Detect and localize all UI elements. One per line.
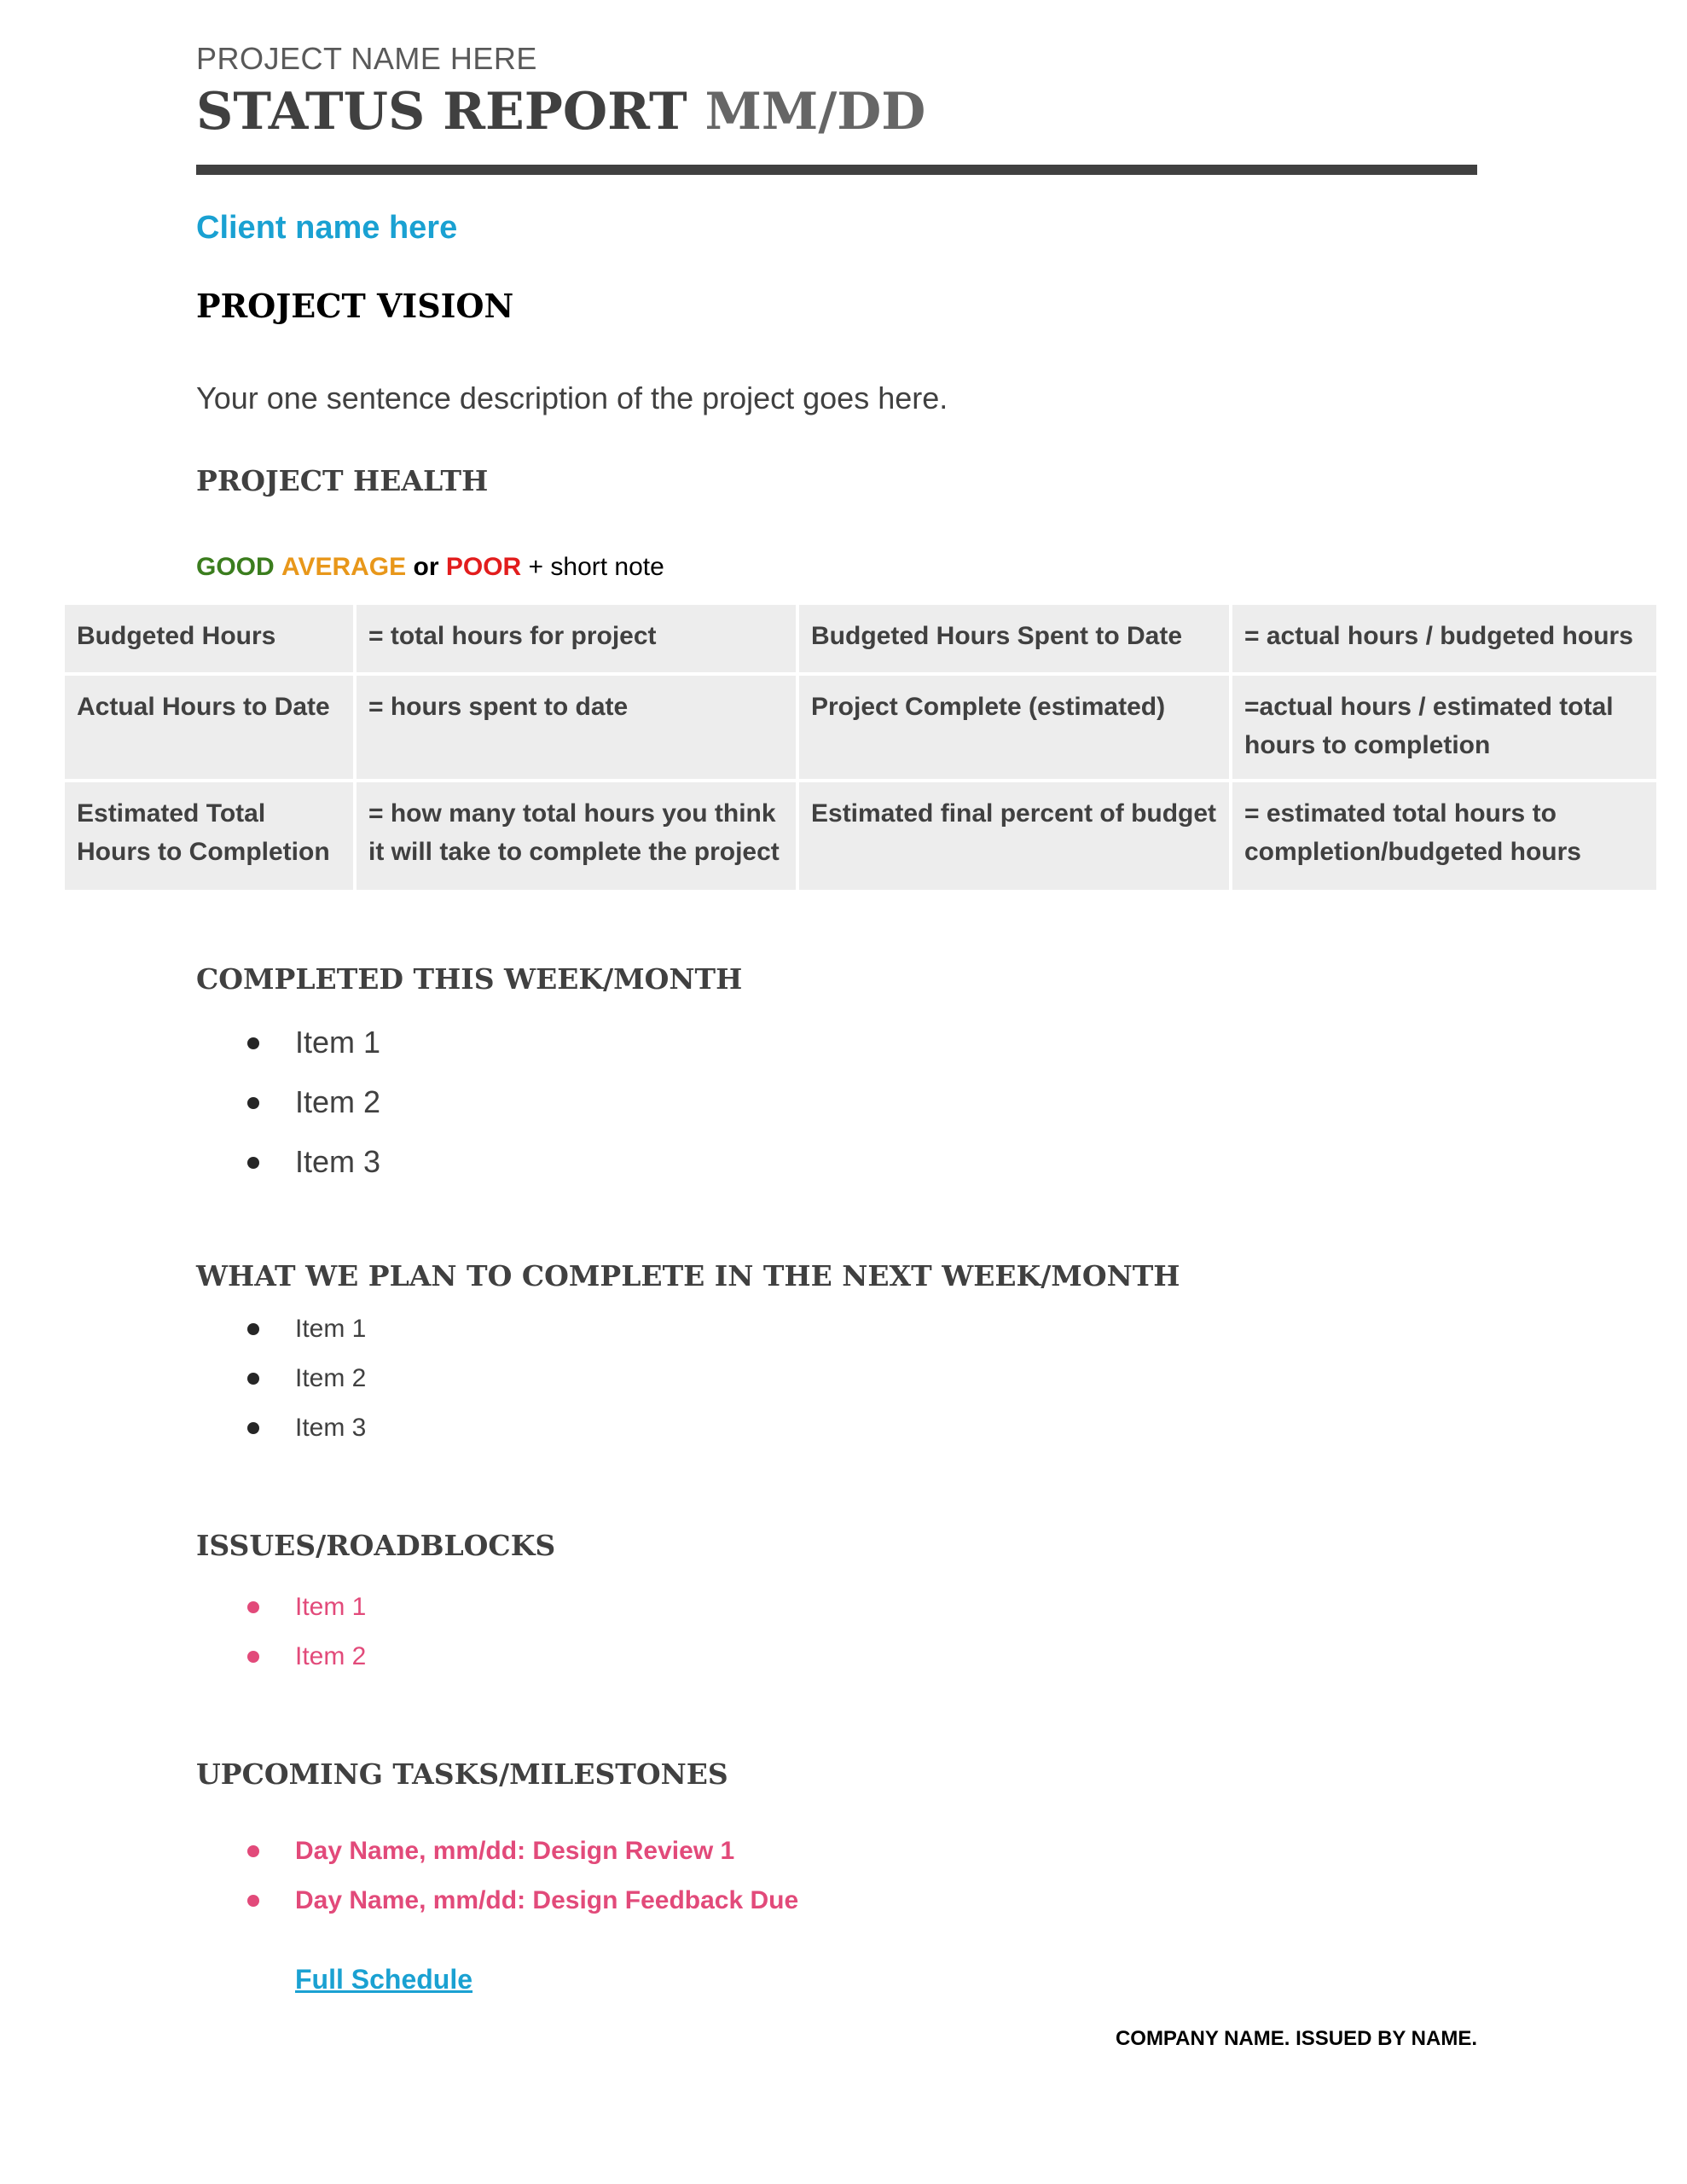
- bullet-icon: [247, 1895, 259, 1907]
- health-heading: PROJECT HEALTH: [196, 464, 489, 497]
- bullet-icon: [247, 1373, 259, 1385]
- health-note: + short note: [528, 553, 664, 581]
- client-name: Client name here: [196, 210, 458, 246]
- bullet-icon: [247, 1422, 259, 1434]
- table-cell: = hours spent to date: [355, 674, 797, 781]
- health-average: AVERAGE: [281, 553, 407, 581]
- table-row: [63, 674, 1658, 781]
- upcoming-list: [247, 1834, 798, 1933]
- health-table: [61, 601, 1660, 893]
- completed-list: [247, 1024, 380, 1203]
- bullet-icon: [247, 1097, 259, 1109]
- planned-list: [247, 1312, 366, 1461]
- title-date: MM/DD: [704, 82, 926, 142]
- list-item: Item 1: [247, 1312, 366, 1362]
- table-cell: Estimated final percent of budget: [797, 781, 1231, 892]
- bullet-icon: [247, 1845, 259, 1857]
- vision-text: Your one sentence description of the project goes here.: [196, 380, 948, 415]
- table-row: [63, 603, 1658, 674]
- bullet-icon: [247, 1323, 259, 1335]
- list-item: Day Name, mm/dd: Design Review 1: [247, 1834, 798, 1884]
- bullet-icon: [247, 1651, 259, 1663]
- list-item: Item 3: [247, 1411, 366, 1461]
- table-cell: Budgeted Hours Spent to Date: [797, 603, 1231, 674]
- list-item: Item 3: [247, 1143, 380, 1203]
- bullet-icon: [247, 1037, 259, 1049]
- table-cell: = total hours for project: [355, 603, 797, 674]
- health-poor: POOR: [445, 553, 522, 581]
- table-row: [63, 781, 1658, 892]
- title-main: STATUS REPORT: [196, 82, 687, 142]
- table-cell: = actual hours / budgeted hours: [1231, 603, 1658, 674]
- issues-heading: ISSUES/ROADBLOCKS: [196, 1529, 556, 1562]
- table-cell: = estimated total hours to completion/budgeted hours: [1231, 781, 1658, 892]
- upcoming-heading: UPCOMING TASKS/MILESTONES: [196, 1757, 728, 1791]
- list-item: Item 2: [247, 1640, 366, 1689]
- full-schedule-link[interactable]: Full Schedule: [295, 1964, 473, 1995]
- vision-heading: PROJECT VISION: [196, 287, 514, 325]
- bullet-icon: [247, 1601, 259, 1613]
- footer-text: COMPANY NAME. ISSUED BY NAME.: [1115, 2027, 1477, 2050]
- title-divider: [196, 165, 1477, 175]
- list-item: Item 1: [247, 1590, 366, 1640]
- table-cell: Budgeted Hours: [63, 603, 355, 674]
- list-item: Item 1: [247, 1024, 380, 1083]
- table-cell: Estimated Total Hours to Completion: [63, 781, 355, 892]
- project-name: PROJECT NAME HERE: [196, 41, 537, 76]
- table-cell: =actual hours / estimated total hours to completion: [1231, 674, 1658, 781]
- list-item: Day Name, mm/dd: Design Feedback Due: [247, 1884, 798, 1933]
- table-cell: Actual Hours to Date: [63, 674, 355, 781]
- issues-list: [247, 1590, 366, 1689]
- health-good: GOOD: [196, 553, 275, 581]
- table-cell: Project Complete (estimated): [797, 674, 1231, 781]
- bullet-icon: [247, 1157, 259, 1169]
- list-item: Item 2: [247, 1083, 380, 1143]
- page-title: [196, 82, 925, 142]
- table-cell: = how many total hours you think it will take to complete the project: [355, 781, 797, 892]
- health-or: or: [413, 553, 439, 581]
- health-status-line: [196, 553, 664, 582]
- planned-heading: WHAT WE PLAN TO COMPLETE IN THE NEXT WEEK/MONTH: [196, 1259, 1180, 1292]
- list-item: Item 2: [247, 1362, 366, 1411]
- completed-heading: COMPLETED THIS WEEK/MONTH: [196, 962, 743, 996]
